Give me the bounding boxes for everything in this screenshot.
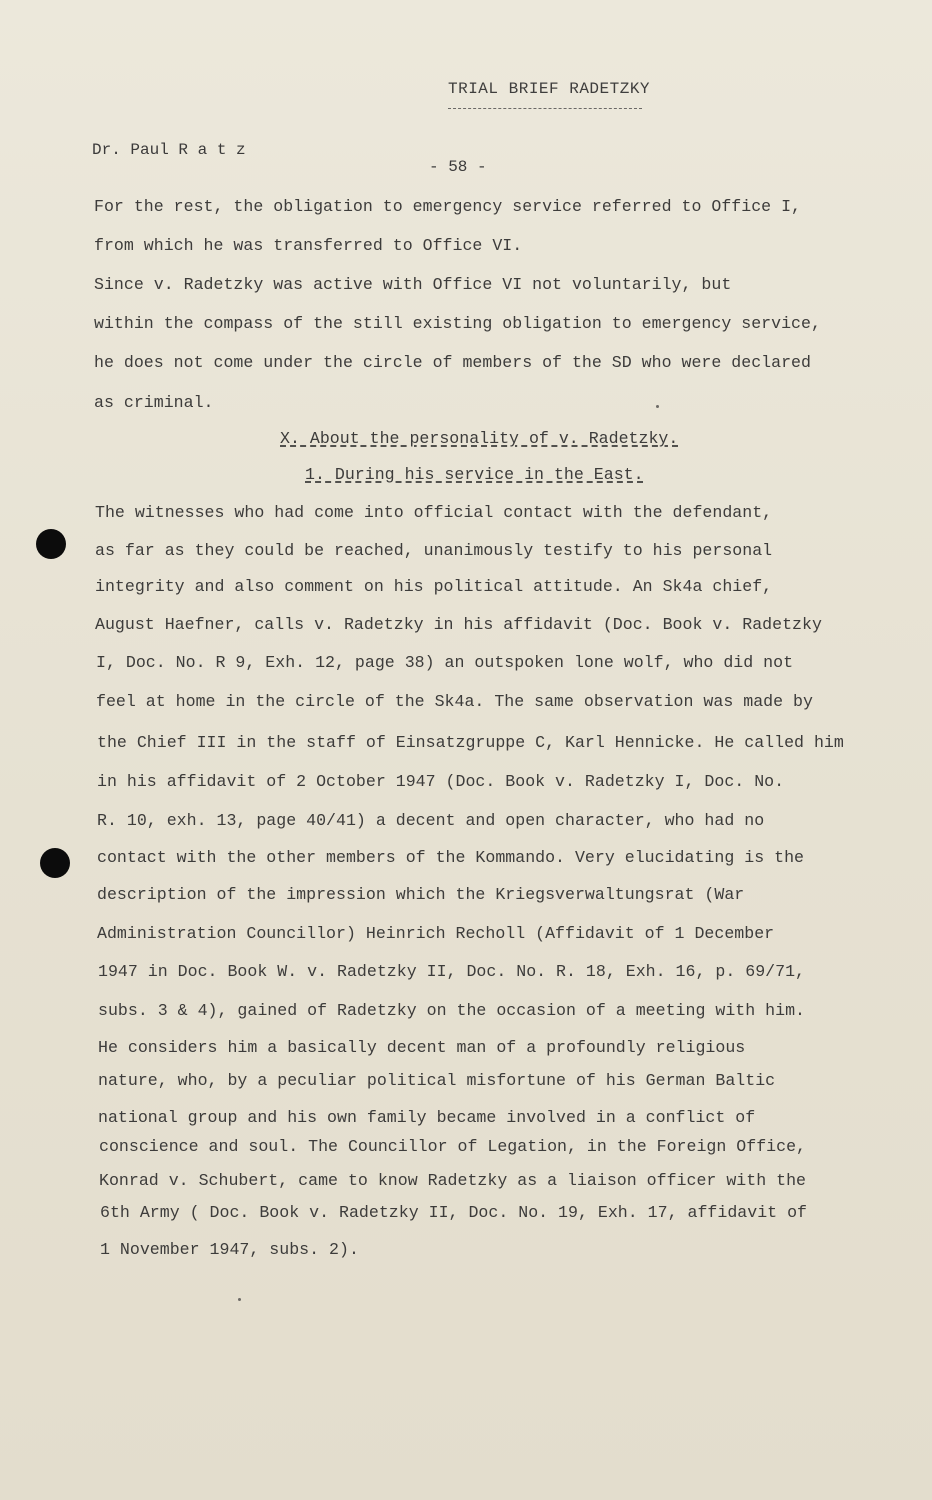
text-line: nature, who, by a peculiar political misfortune of his German Baltic xyxy=(98,1071,776,1090)
text-line: 6th Army ( Doc. Book v. Radetzky II, Doc. No. 19, Exh. 17, affidavit of xyxy=(100,1203,808,1222)
title-underline xyxy=(448,108,642,109)
text-line: integrity and also comment on his political attitude. An Sk4a chief, xyxy=(95,577,773,596)
text-line: Since v. Radetzky was active with Office VI not voluntarily, but xyxy=(94,275,732,294)
page-number: - 58 - xyxy=(429,158,487,176)
text-line: from which he was transferred to Office VI. xyxy=(94,236,523,255)
text-line: He considers him a basically decent man of a profoundly religious xyxy=(98,1038,746,1057)
text-line: as criminal. xyxy=(94,393,214,412)
text-line: he does not come under the circle of members of the SD who were declared xyxy=(94,353,811,372)
text-line: The witnesses who had come into official contact with the defendant, xyxy=(95,503,773,522)
text-line: I, Doc. No. R 9, Exh. 12, page 38) an outspoken lone wolf, who did not xyxy=(96,653,794,672)
punch-hole-lower xyxy=(40,848,70,878)
text-line: description of the impression which the Kriegsverwaltungsrat (War xyxy=(97,885,745,904)
text-line: feel at home in the circle of the Sk4a. The same observation was made by xyxy=(96,692,813,711)
paper-speck xyxy=(656,405,659,408)
punch-hole-upper xyxy=(36,529,66,559)
text-line: Administration Councillor) Heinrich Recholl (Affidavit of 1 December xyxy=(97,924,775,943)
text-line: contact with the other members of the Kommando. Very elucidating is the xyxy=(97,848,805,867)
text-line: R. 10, exh. 13, page 40/41) a decent and open character, who had no xyxy=(97,811,765,830)
text-line: Konrad v. Schubert, came to know Radetzky as a liaison officer with the xyxy=(99,1171,807,1190)
document-title: TRIAL BRIEF RADETZKY xyxy=(448,80,651,98)
text-line: For the rest, the obligation to emergency service referred to Office I, xyxy=(94,197,802,216)
text-line: national group and his own family became involved in a conflict of xyxy=(98,1108,756,1127)
text-line: in his affidavit of 2 October 1947 (Doc. Book v. Radetzky I, Doc. No. xyxy=(97,772,785,791)
subsection-heading: 1. During his service in the East. xyxy=(305,465,644,484)
text-line: 1947 in Doc. Book W. v. Radetzky II, Doc. No. R. 18, Exh. 16, p. 69/71, xyxy=(98,962,806,981)
text-line: August Haefner, calls v. Radetzky in his affidavit (Doc. Book v. Radetzky xyxy=(95,615,822,634)
section-heading: X. About the personality of v. Radetzky. xyxy=(280,429,679,448)
text-line: within the compass of the still existing obligation to emergency service, xyxy=(94,314,821,333)
paper-speck xyxy=(238,1298,241,1301)
text-line: subs. 3 & 4), gained of Radetzky on the occasion of a meeting with him. xyxy=(98,1001,806,1020)
text-line: conscience and soul. The Councillor of Legation, in the Foreign Office, xyxy=(99,1137,807,1156)
text-line: 1 November 1947, subs. 2). xyxy=(100,1240,359,1259)
author-line: Dr. Paul R a t z xyxy=(92,141,246,159)
text-line: as far as they could be reached, unanimously testify to his personal xyxy=(95,541,773,560)
text-line: the Chief III in the staff of Einsatzgruppe C, Karl Hennicke. He called him xyxy=(97,733,844,752)
